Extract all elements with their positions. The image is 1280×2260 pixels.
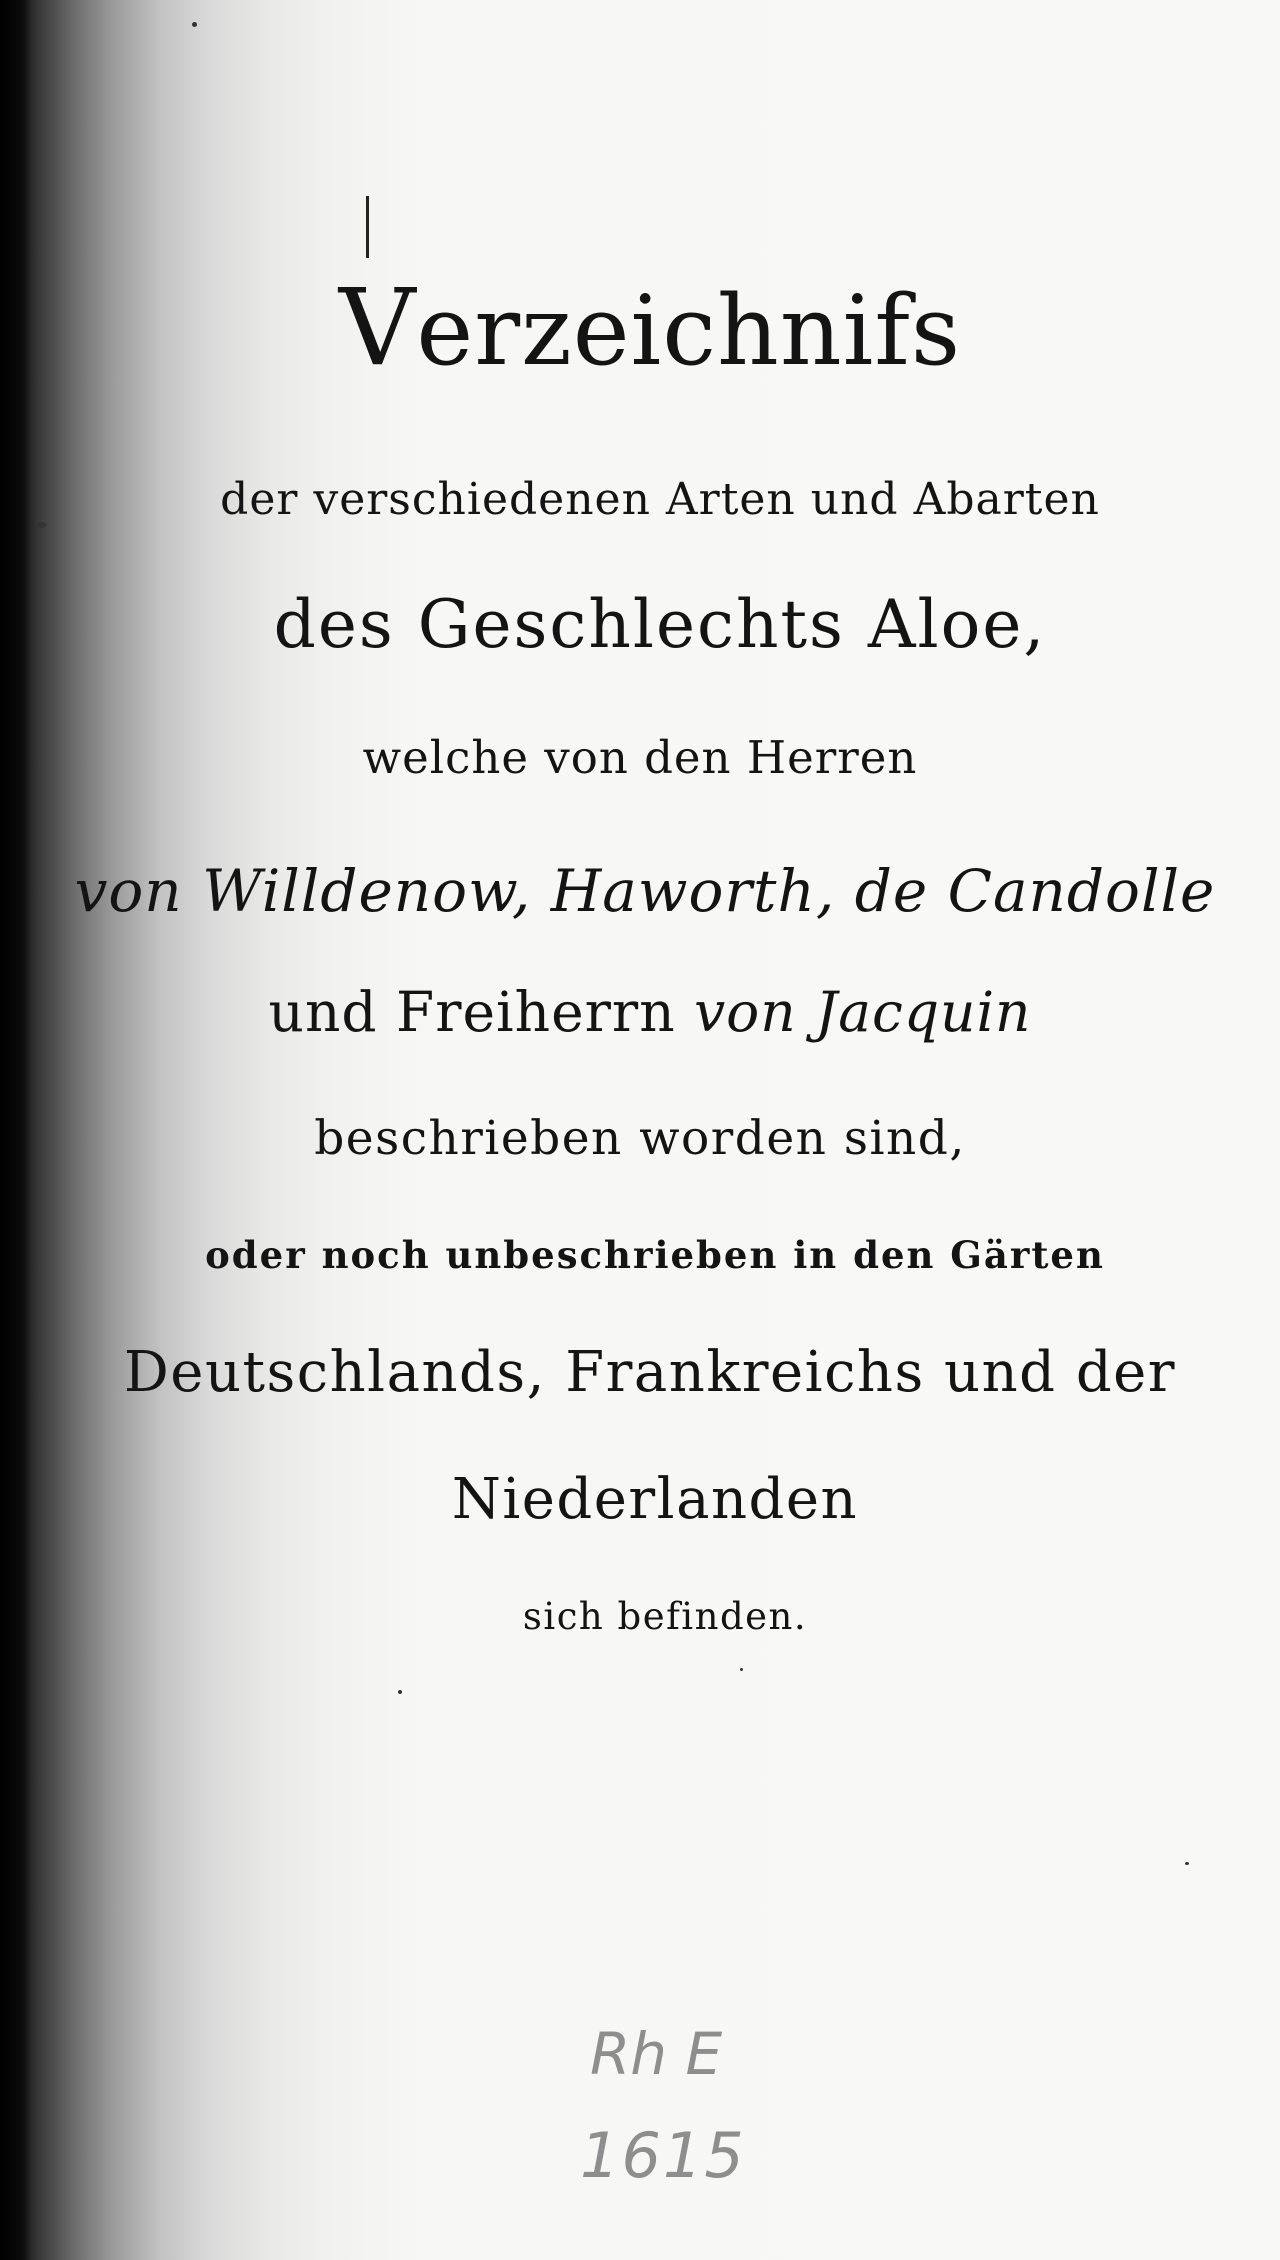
paper-speck	[38, 522, 46, 528]
title-initial: V	[338, 266, 417, 389]
subtitle-line-3: welche von den Herren	[362, 731, 918, 784]
page-title	[10, 266, 1280, 389]
subtitle-line-5-plain: und Freiherrn	[268, 980, 695, 1044]
paper-speck	[740, 1668, 743, 1671]
ink-tick-mark	[366, 196, 369, 258]
subtitle-line-1: der verschiedenen Arten und Abarten	[220, 474, 1100, 525]
title-rest: erzeichnifs	[416, 275, 962, 387]
subtitle-line-9: Niederlanden	[451, 1467, 859, 1532]
subtitle-line-5-italic: von Jacquin	[694, 980, 1032, 1044]
pencil-shelfmark: Rh E	[590, 2020, 723, 2088]
authors-line: von Willdenow, Haworth, de Candolle	[74, 857, 1216, 925]
pencil-number: 1615	[580, 2119, 746, 2192]
subtitle-line-8: Deutschlands, Frankreichs und der	[123, 1340, 1177, 1405]
paper-speck	[1185, 1862, 1189, 1865]
subtitle-line-2: des Geschlechts Aloe,	[273, 586, 1047, 663]
subtitle-line-10: sich befinden.	[522, 1595, 808, 1638]
paper-speck	[192, 22, 197, 27]
subtitle-line-7: oder noch unbeschrieben in den Gärten	[205, 1233, 1105, 1277]
subtitle-line-5	[10, 980, 1280, 1044]
paper-speck	[398, 1690, 402, 1694]
subtitle-line-6: beschrieben worden sind,	[314, 1111, 966, 1166]
